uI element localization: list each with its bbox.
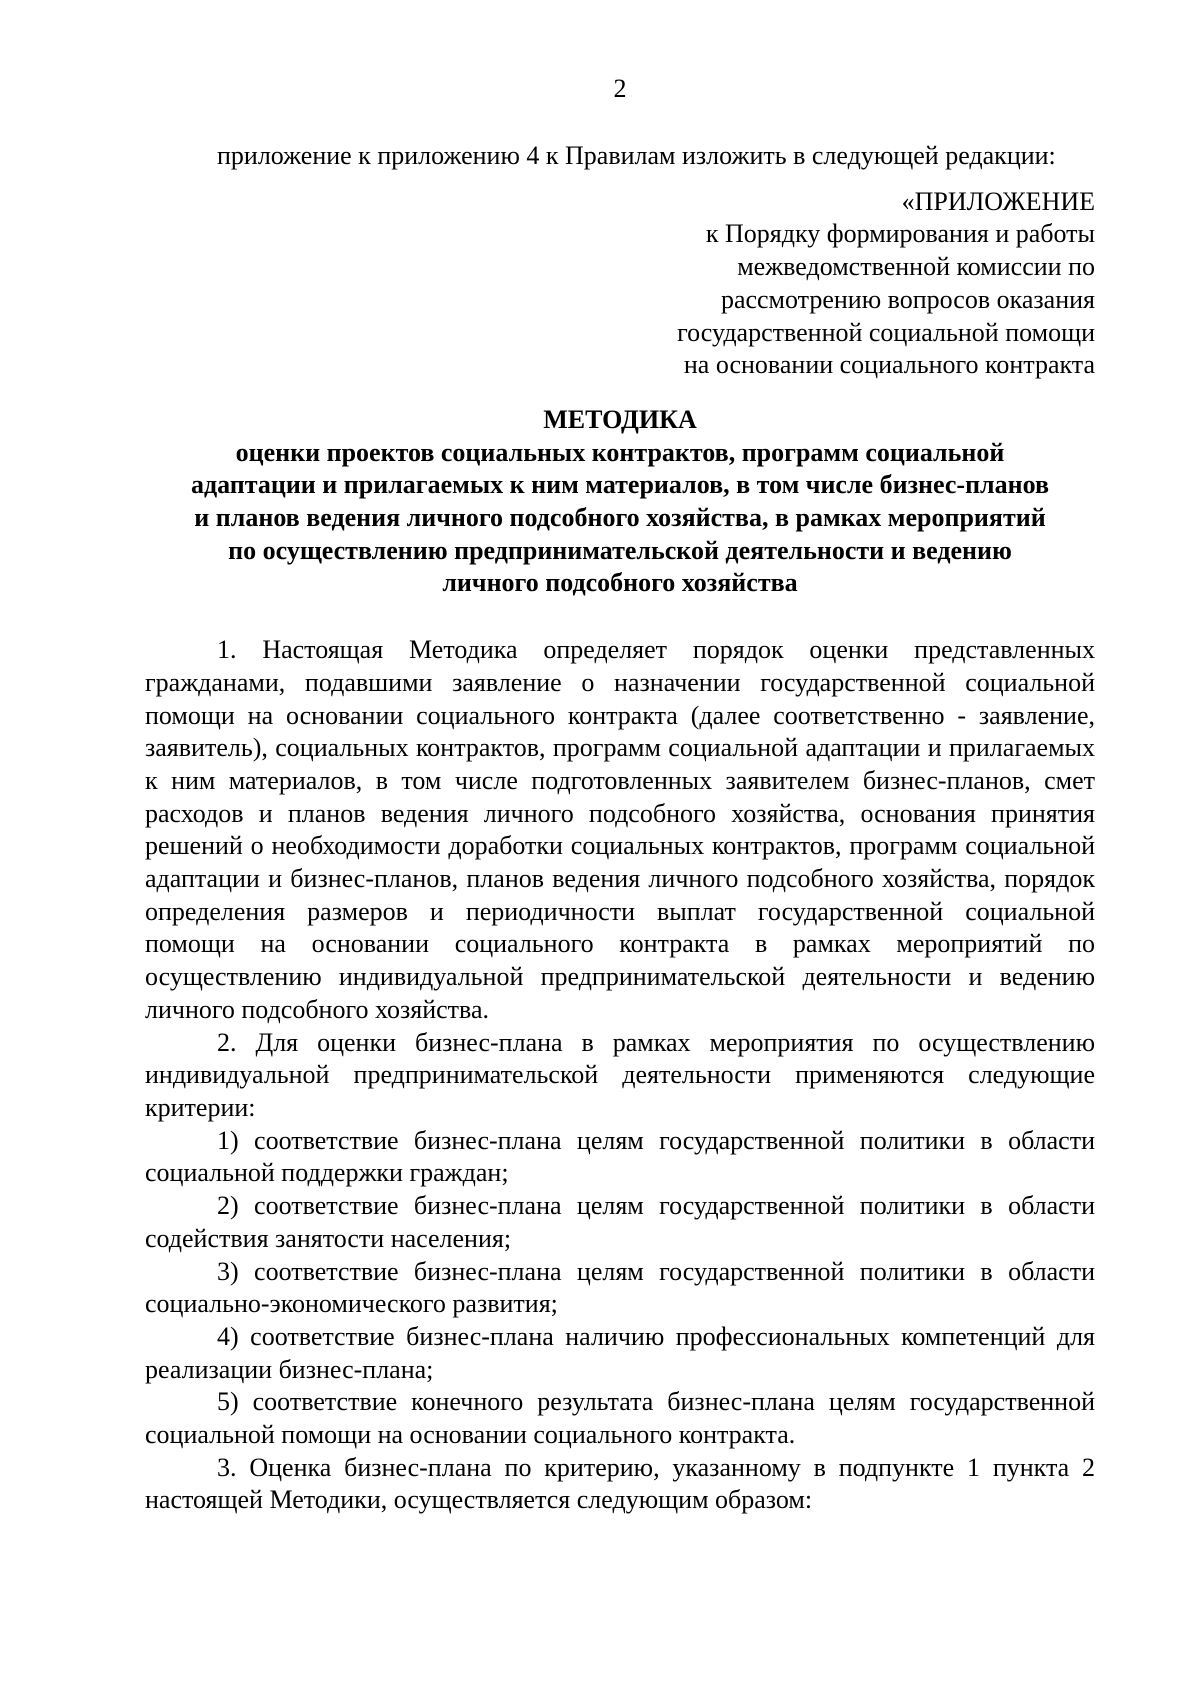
document-subtitle-line: оценки проектов социальных контрактов, программ социальной [235, 437, 1005, 467]
document-title-block [145, 404, 1095, 600]
appendix-header-line: «ПРИЛОЖЕНИЕ [901, 186, 1095, 216]
document-title: МЕТОДИКА [543, 404, 697, 434]
paragraph-2: 2. Для оценки бизнес-плана в рамках мероприятия по осуществлению индивидуальной предпринимательской деятельности применяются следующие критерии: [145, 1027, 1095, 1122]
appendix-header-line: на основании социального контракта [683, 350, 1095, 380]
criterion-1: 1) соответствие бизнес-плана целям государственной политики в области социальной поддержки граждан; [145, 1125, 1095, 1188]
document-subtitle-line: личного подсобного хозяйства [442, 568, 798, 598]
appendix-header-line: государственной социальной помощи [677, 317, 1095, 347]
paragraph-1: 1. Настоящая Методика определяет порядок оценки представленных гражданами, подавшими заявление о назначении государственной социальной помощи на основании социального контракта (далее соответственно - заявление, заявитель), социальных контрактов, программ социальной адаптации и прилагаемых к ним материалов, в том числе подготовленных заявителем бизнес-планов, смет расходов и планов ведения личного подсобного хозяйства, основания принятия решений о необходимости доработки социальных контрактов, программ социальной адаптации и бизнес-планов, планов ведения личного подсобного хозяйства, порядок определения размеров и периодичности выплат государственной социальной помощи на основании социального контракта в рамках мероприятий по осуществлению индивидуальной предпринимательской деятельности и ведению личного подсобного хозяйства. [145, 635, 1095, 1024]
page-number: 2 [613, 74, 627, 103]
intro-paragraph: приложение к приложению 4 к Правилам изложить в следующей редакции: [217, 141, 1056, 170]
criterion-4: 4) соответствие бизнес-плана наличию профессиональных компетенций для реализации бизнес-плана; [145, 1321, 1095, 1384]
document-body [145, 140, 1095, 1517]
document-subtitle-line: по осуществлению предпринимательской деятельности и ведению [228, 535, 1012, 565]
document-subtitle-line: адаптации и прилагаемых к ним материалов, в том числе бизнес-планов [190, 470, 1050, 500]
criterion-2: 2) соответствие бизнес-плана целям государственной политики в области содействия занятости населения; [145, 1191, 1095, 1253]
appendix-header-line: рассмотрению вопросов оказания [720, 284, 1095, 314]
paragraph-3: 3. Оценка бизнес-плана по критерию, указанному в подпункте 1 пункта 2 настоящей Методики, осуществляется следующим образом: [145, 1452, 1095, 1515]
criterion-5: 5) соответствие конечного результата бизнес-плана целям государственной социальной помощи на основании социального контракта. [145, 1387, 1095, 1450]
appendix-header-line: к Порядку формирования и работы [705, 219, 1095, 249]
appendix-header [145, 186, 1095, 382]
document-subtitle-line: и планов ведения личного подсобного хозяйства, в рамках мероприятий [194, 503, 1046, 533]
methodology-text [145, 634, 1095, 1517]
appendix-header-line: межведомственной комиссии по [737, 252, 1095, 282]
criterion-3: 3) соответствие бизнес-плана целям государственной политики в области социально-экономического развития; [145, 1256, 1095, 1319]
